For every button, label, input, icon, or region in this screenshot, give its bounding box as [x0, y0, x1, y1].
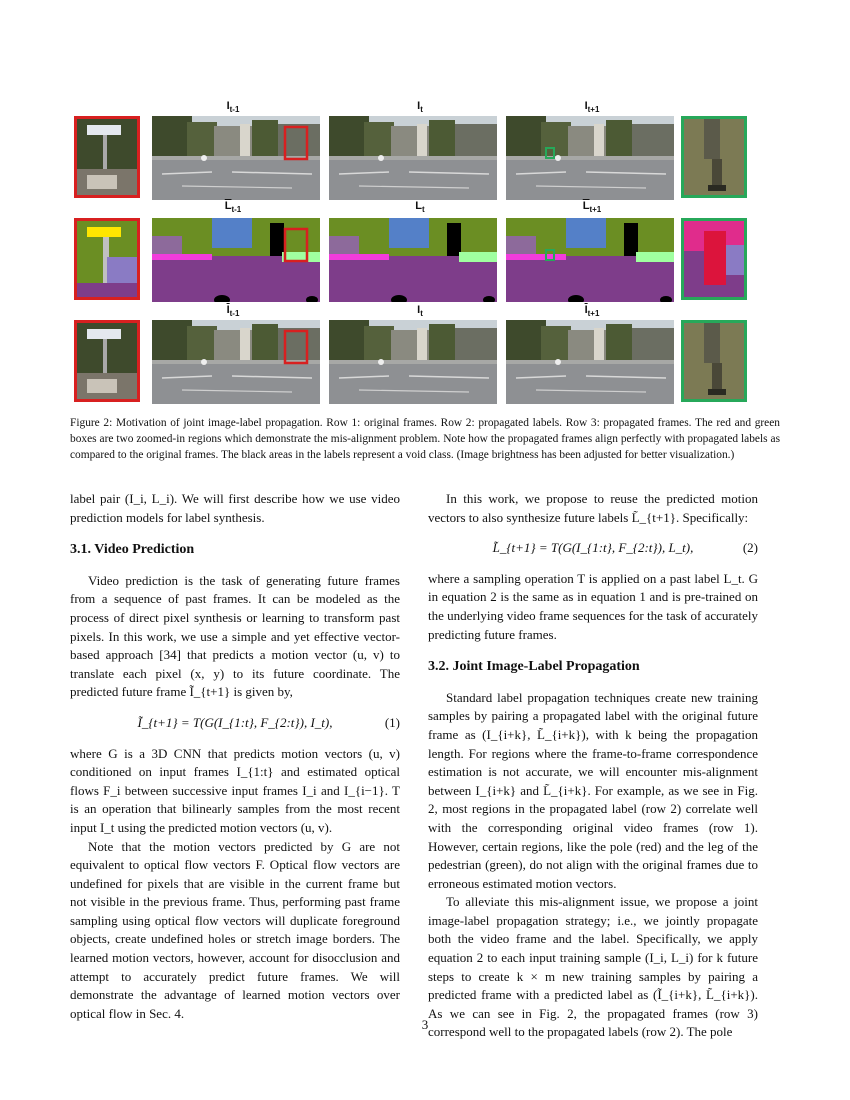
row1-label-t-minus-1: $I_{t-1}$: [226, 100, 240, 115]
section-heading-3-2: 3.2. Joint Image-Label Propagation: [428, 659, 640, 675]
row3-label-t-plus-1: $\overline{I}_{t+1}$: [584, 304, 600, 319]
equation-1: Ĩ_{t+1} = T(G(I_{1:t}, F_{2:t}), I_t), (1): [137, 714, 400, 730]
right-paragraph-0: In this work, we propose to reuse the predicted motion vectors to also synthesize future labels L̃_{t+1}. Specifically:: [428, 491, 758, 525]
row3-frame-t-plus-1: [506, 320, 674, 404]
right-paragraph-2: Standard label propagation techniques create new training samples by pairing a propagated label with the original future frame as (I_{i+k}, L̃_{i+k}), with k being the propagation length. For regions where the frame-to-frame correspondence estimation is not accurate, we will encounter mis-alignment between I_{i+k} and L̃_{i+k}. For example, as we see in Fig. 2, most regions in the propagated label (row 2) correlate well with the corresponding original video frames (row 1). However, certain regions, like the pole (red) and the leg of the pedestrian (green), do not align with the original frames due to erroneous estimated motion vectors.: [428, 689, 758, 891]
row2-label-map-t-minus-1: [152, 218, 320, 302]
left-paragraph-2: where G is a 3D CNN that predicts motion vectors (u, v) conditioned on input frames I_{1:t} and estimated optical flows F_i between successive input frames I_i and I_{i−1}. T is an operation that bilinearly samples from the most recent input I_t using the predicted motion vectors (u, v).: [70, 745, 400, 835]
row3-frame-t: [329, 320, 497, 404]
row2-label-t: $L_t$: [415, 200, 425, 215]
row2-label-t-minus-1: $\overline{L}_{t-1}$: [224, 200, 242, 215]
figure-2: [70, 100, 780, 410]
equation-2: L̃_{t+1} = T(G(I_{1:t}, F_{2:t}), L_t), (2): [492, 540, 758, 556]
row2-zoom-pole: [74, 218, 140, 300]
page-number: 3: [421, 1017, 429, 1032]
row1-frame-t-minus-1: [152, 116, 320, 200]
figure-caption: Figure 2: Motivation of joint image-label propagation. Row 1: original frames. Row 2: propagated labels. Row 3: propagated frames. The red and green boxes are two zoomed-in regions which demonstrate the mis-alignment problem. Note how the propagated frames align perfectly with propagated labels as compared to the original frames. The black areas in the labels represent a void class. (Image brightness has been adjusted for better visualization.): [70, 417, 780, 461]
row2-label-map-t-plus-1: [506, 218, 674, 302]
row1-frame-t: [329, 116, 497, 200]
row2-zoom-leg: [681, 218, 747, 300]
row3-zoom-pole: [74, 320, 140, 402]
left-paragraph-3: Note that the motion vectors predicted by G are not equivalent to optical flow vectors F. Optical flow vectors are undefined for pixels that are visible in the current frame but not visible in the previous frame. Thus, performing past frame sampling using optical flow vectors will duplicate foreground objects, create undefined holes or stretch image borders. The learned motion vectors, however, account for disocclusion and attempt to accurately predict future frames. We will demonstrate the advantage of learned motion vectors over optical flow in Sec. 4.: [70, 838, 400, 1021]
row2-label-t-plus-1: $\overline{L}_{t+1}$: [582, 200, 602, 215]
row3-zoom-leg: [681, 320, 747, 402]
right-paragraph-3: To alleviate this mis-alignment issue, we propose a joint image-label propagation strategy; i.e., we jointly propagate both the video frame and the label. Specifically, we apply equation 2 to each input training sample (I_i, L_i) for k future steps to create k × m new training samples by pairing a predicted frame with a predicted label as (Ĩ_{i+k}, L̃_{i+k}). As we can see in Fig. 2, the propagated frames (row 3) correspond well to the propagated labels (row 2). The pole: [428, 894, 758, 1040]
right-paragraph-1: where a sampling operation T is applied on a past label L_t. G in equation 2 is the same as in equation 1 and is pre-trained on the underlying video frame sequences for the task of accurately predicting future frames.: [428, 570, 758, 642]
row2-label-map-t: [329, 218, 497, 302]
right-column: [428, 490, 758, 1042]
section-heading-3-1: 3.1. Video Prediction: [70, 542, 195, 558]
row1-zoom-leg: [681, 116, 747, 198]
row1-label-t: $I_t$: [417, 100, 423, 115]
row3-label-t: $I_t$: [417, 304, 423, 319]
row3-label-t-minus-1: $\overline{I}_{t-1}$: [226, 304, 240, 319]
row3-frame-t-minus-1: [152, 320, 320, 404]
left-paragraph-0: label pair (I_i, L_i). We will first describe how we use video prediction models for label synthesis.: [70, 491, 400, 525]
left-column: [70, 490, 400, 1023]
left-paragraph-1: Video prediction is the task of generating future frames from a sequence of past frames. It can be modeled as the process of direct pixel synthesis or learning to transform past pixels. In this work, we use a simple and yet effective vector-based approach [34] that predicts a motion vector (u, v) to translate each pixel (x, y) to its future coordinate. The predicted future frame Ĩ_{t+1} is given by,: [70, 572, 400, 700]
row1-zoom-pole: [74, 116, 140, 198]
row1-label-t-plus-1: $I_{t+1}$: [584, 100, 600, 115]
row1-frame-t-plus-1: [506, 116, 674, 200]
